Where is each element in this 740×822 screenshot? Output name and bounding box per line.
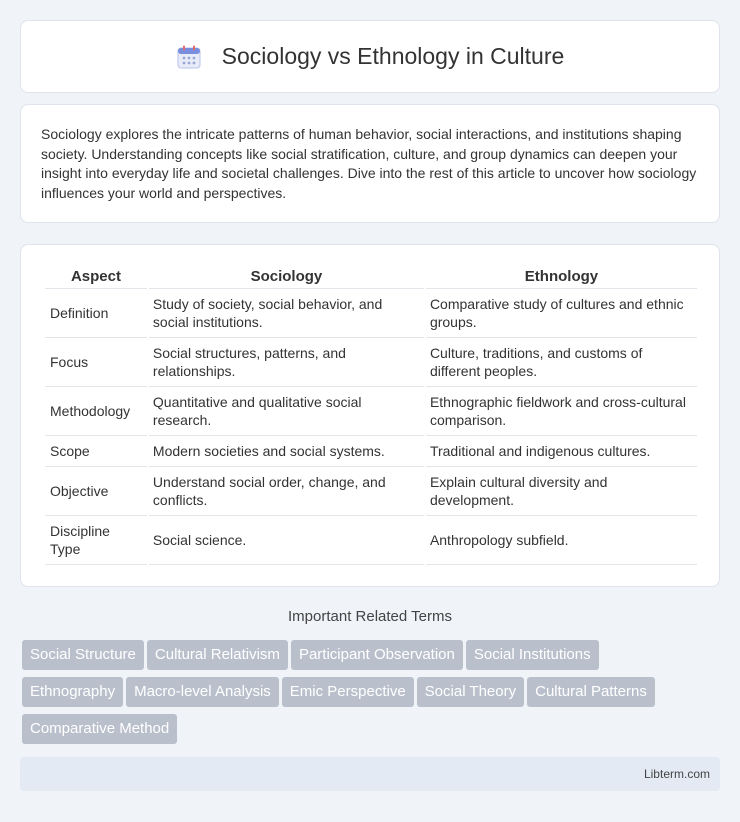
- related-term-tag[interactable]: Cultural Relativism: [147, 640, 288, 670]
- ethnology-cell: Anthropology subfield.: [426, 516, 697, 565]
- comparison-table: [43, 265, 699, 565]
- related-term-tag[interactable]: Social Institutions: [466, 640, 599, 670]
- related-term-tag[interactable]: Social Theory: [417, 677, 524, 707]
- related-term-tag[interactable]: Participant Observation: [291, 640, 463, 670]
- table-row: [45, 338, 697, 387]
- aspect-cell: Objective: [45, 467, 147, 516]
- related-term-tag[interactable]: Emic Perspective: [282, 677, 414, 707]
- page-title: Sociology vs Ethnology in Culture: [221, 43, 565, 69]
- table-header-row: [45, 265, 697, 289]
- ethnology-cell: Traditional and indigenous cultures.: [426, 436, 697, 467]
- footer-site-link[interactable]: Libterm.com: [643, 767, 710, 781]
- sociology-cell: Social science.: [149, 516, 424, 565]
- sociology-cell: Social structures, patterns, and relationships.: [149, 338, 424, 387]
- footer: [20, 757, 720, 791]
- related-term-tag[interactable]: Macro-level Analysis: [126, 677, 279, 707]
- aspect-cell: Methodology: [45, 387, 147, 436]
- intro-text: Sociology explores the intricate patterns of human behavior, social interactions, and institutions shaping society. Understanding concepts like social stratification, culture, and group dynamics can deepen your insight into everyday life and societal challenges. Dive into the rest of this article to uncover how sociology influences your world and perspectives.: [41, 126, 697, 201]
- calendar-icon: [176, 44, 202, 70]
- related-terms-title: Important Related Terms: [288, 608, 452, 625]
- aspect-cell: Discipline Type: [45, 516, 147, 565]
- table-row: [45, 436, 697, 467]
- related-term-tag[interactable]: Social Structure: [22, 640, 144, 670]
- table-row: [45, 387, 697, 436]
- sociology-cell: Quantitative and qualitative social research.: [149, 387, 424, 436]
- intro-card: [20, 104, 720, 223]
- related-term-tag[interactable]: Cultural Patterns: [527, 677, 655, 707]
- table-row: [45, 289, 697, 338]
- header-ethnology: Ethnology: [426, 265, 697, 289]
- related-term-tag[interactable]: Ethnography: [22, 677, 123, 707]
- sociology-cell: Study of society, social behavior, and social institutions.: [149, 289, 424, 338]
- header-aspect: Aspect: [45, 265, 147, 289]
- ethnology-cell: Culture, traditions, and customs of different peoples.: [426, 338, 697, 387]
- ethnology-cell: Comparative study of cultures and ethnic groups.: [426, 289, 697, 338]
- related-terms-list: [22, 640, 722, 751]
- comparison-card: [20, 244, 720, 587]
- ethnology-cell: Explain cultural diversity and development.: [426, 467, 697, 516]
- table-row: [45, 467, 697, 516]
- header-sociology: Sociology: [149, 265, 424, 289]
- sociology-cell: Modern societies and social systems.: [149, 436, 424, 467]
- sociology-cell: Understand social order, change, and conflicts.: [149, 467, 424, 516]
- aspect-cell: Definition: [45, 289, 147, 338]
- ethnology-cell: Ethnographic fieldwork and cross-cultural comparison.: [426, 387, 697, 436]
- aspect-cell: Scope: [45, 436, 147, 467]
- related-term-tag[interactable]: Comparative Method: [22, 714, 177, 744]
- aspect-cell: Focus: [45, 338, 147, 387]
- header-card: [20, 20, 720, 93]
- table-row: [45, 516, 697, 565]
